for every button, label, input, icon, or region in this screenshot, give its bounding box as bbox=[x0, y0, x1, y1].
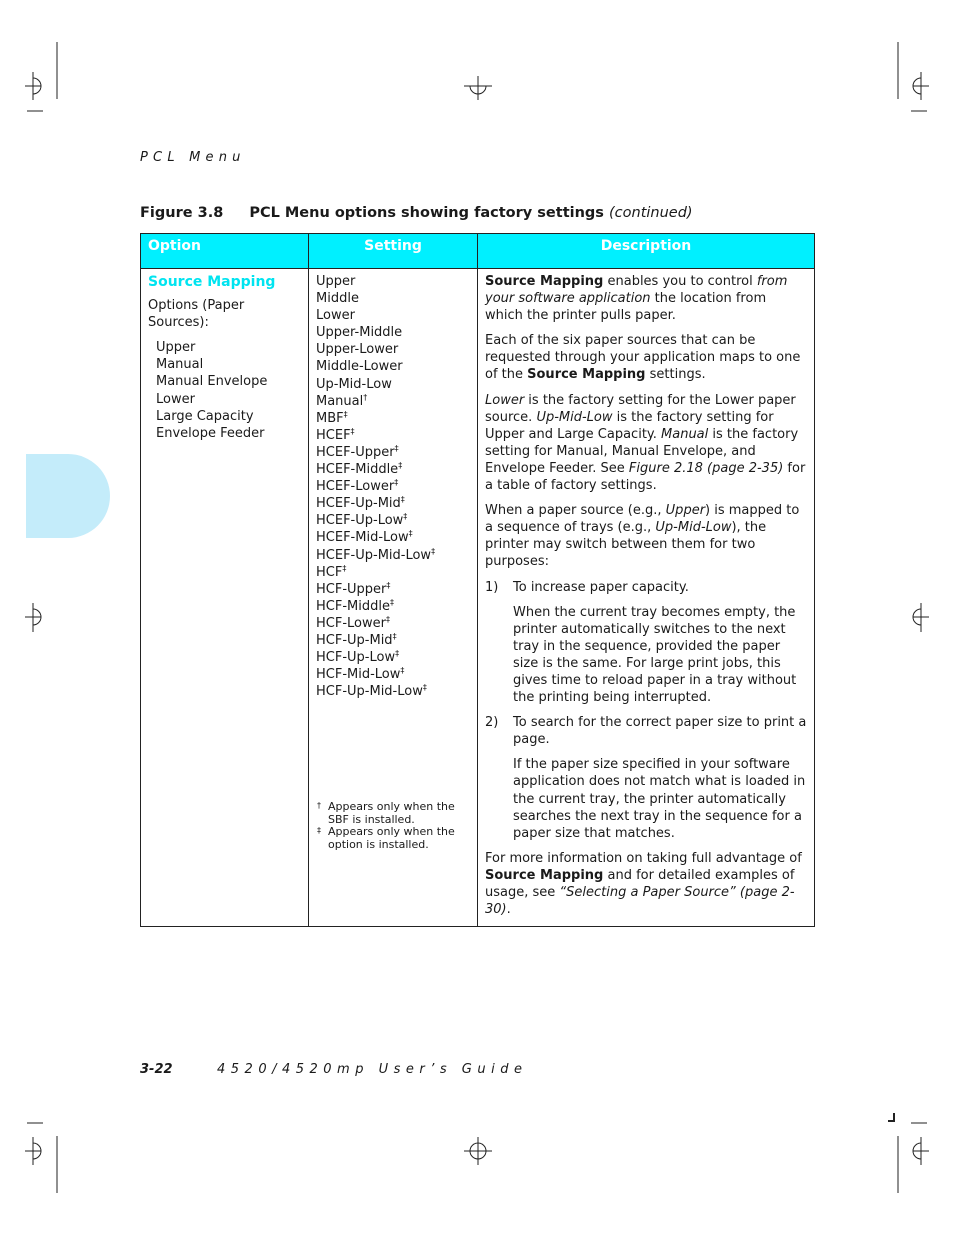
table-header-row bbox=[141, 234, 815, 269]
list-item: Upper-Lower bbox=[316, 342, 399, 358]
footer-title: 4520/4520mp User’s Guide bbox=[217, 1062, 528, 1077]
list-item: Manual bbox=[156, 357, 204, 373]
header-setting: Setting bbox=[309, 234, 478, 269]
footnote-dagger: † Appears only when the SBF is installed. bbox=[317, 800, 455, 826]
figure-label: Figure 3.8 bbox=[140, 205, 224, 221]
list-item: Upper bbox=[156, 340, 196, 356]
paper-source-list bbox=[148, 339, 301, 442]
list-item: HCEF-Up-Low‡ bbox=[316, 512, 408, 529]
chapter-tab bbox=[26, 454, 110, 538]
list-item: HCF-Up-Mid-Low‡ bbox=[316, 683, 427, 700]
figure-title bbox=[140, 205, 693, 221]
list-item: HCEF-Mid-Low‡ bbox=[316, 529, 413, 546]
description-paragraph: For more information on taking full advantage of Source Mapping and for detailed examples of usage, see “Selecting a Paper Source” (page 2-30). bbox=[485, 850, 802, 918]
numbered-item-detail: If the paper size specified in your software application does not match what is loaded in the current tray, the printer automatically searches the next tray in the sequence for a paper size that matches. bbox=[513, 757, 806, 841]
header-description: Description bbox=[478, 234, 815, 269]
description-paragraph: Source Mapping enables you to control from your software application the location from which the printer pulls paper. bbox=[485, 274, 788, 324]
list-item: HCF-Mid-Low‡ bbox=[316, 666, 405, 683]
list-item: Upper bbox=[316, 274, 356, 289]
numbered-item: 1) To increase paper capacity. bbox=[485, 579, 689, 595]
list-item: Envelope Feeder bbox=[156, 425, 265, 441]
numbered-item-detail: When the current tray becomes empty, the printer automatically switches to the next tray in the sequence, provided the paper size is the same. For large print jobs, this gives time to reload paper in a tray without the printing being interrupted. bbox=[513, 604, 797, 706]
list-item: HCEF-Up-Mid‡ bbox=[316, 495, 405, 512]
list-item: Upper-Middle bbox=[316, 325, 403, 341]
description-cell bbox=[478, 269, 815, 927]
list-item: HCF‡ bbox=[316, 563, 347, 580]
numbered-item: 2) To search for the correct paper size to print a page. bbox=[485, 715, 807, 748]
list-item: HCEF‡ bbox=[316, 426, 355, 443]
setting-cell bbox=[309, 269, 478, 927]
list-item: HCEF-Upper‡ bbox=[316, 443, 399, 460]
running-head: PCL Menu bbox=[140, 150, 246, 165]
list-item: Middle bbox=[316, 291, 359, 307]
setting-list bbox=[316, 273, 470, 700]
list-item: Middle-Lower bbox=[316, 359, 403, 375]
list-item: Lower bbox=[156, 391, 195, 407]
description-paragraph: Each of the six paper sources that can be requested through your application maps to one of the Source Mapping settings. bbox=[485, 333, 801, 383]
footnote-double-dagger: ‡ Appears only when the option is installed. bbox=[317, 825, 455, 851]
list-item: HCEF-Middle‡ bbox=[316, 461, 403, 478]
list-item: Large Capacity bbox=[156, 408, 254, 424]
figure-continued: (continued) bbox=[609, 205, 693, 221]
list-item: HCF-Middle‡ bbox=[316, 597, 394, 614]
list-item: Manual† bbox=[316, 392, 368, 409]
list-item: MBF‡ bbox=[316, 409, 348, 426]
table-row bbox=[141, 269, 815, 927]
list-item: HCEF-Up-Mid-Low‡ bbox=[316, 546, 436, 563]
list-item: HCF-Up-Low‡ bbox=[316, 649, 400, 666]
list-item: HCEF-Lower‡ bbox=[316, 478, 399, 495]
figure-caption: PCL Menu options showing factory settings bbox=[249, 205, 604, 221]
description-paragraph: When a paper source (e.g., Upper) is mapped to a sequence of trays (e.g., Up-Mid-Low), the printer may switch between them for two purposes: bbox=[485, 503, 800, 570]
option-cell bbox=[141, 269, 309, 927]
option-subtitle: Options (Paper Sources): bbox=[148, 298, 245, 331]
list-item: HCF-Lower‡ bbox=[316, 614, 390, 631]
list-item: Up-Mid-Low bbox=[316, 376, 392, 392]
description-paragraph: Lower is the factory setting for the Lower paper source. Up-Mid-Low is the factory setting for Upper and Large Capacity. Manual is the factory setting for Manual, Manual Envelope, and Envelope Feeder. See Figure 2.18 (page 2-35) for a table of factory settings. bbox=[485, 392, 806, 494]
list-item: Lower bbox=[316, 308, 355, 324]
header-option: Option bbox=[141, 234, 309, 269]
list-item: HCF-Upper‡ bbox=[316, 580, 391, 597]
setting-footnotes bbox=[317, 801, 458, 851]
pcl-menu-table bbox=[140, 233, 815, 927]
list-item: Manual Envelope bbox=[156, 374, 268, 390]
list-item: HCF-Up-Mid‡ bbox=[316, 631, 397, 648]
option-name: Source Mapping bbox=[148, 274, 276, 290]
page-number: 3-22 bbox=[140, 1062, 173, 1077]
